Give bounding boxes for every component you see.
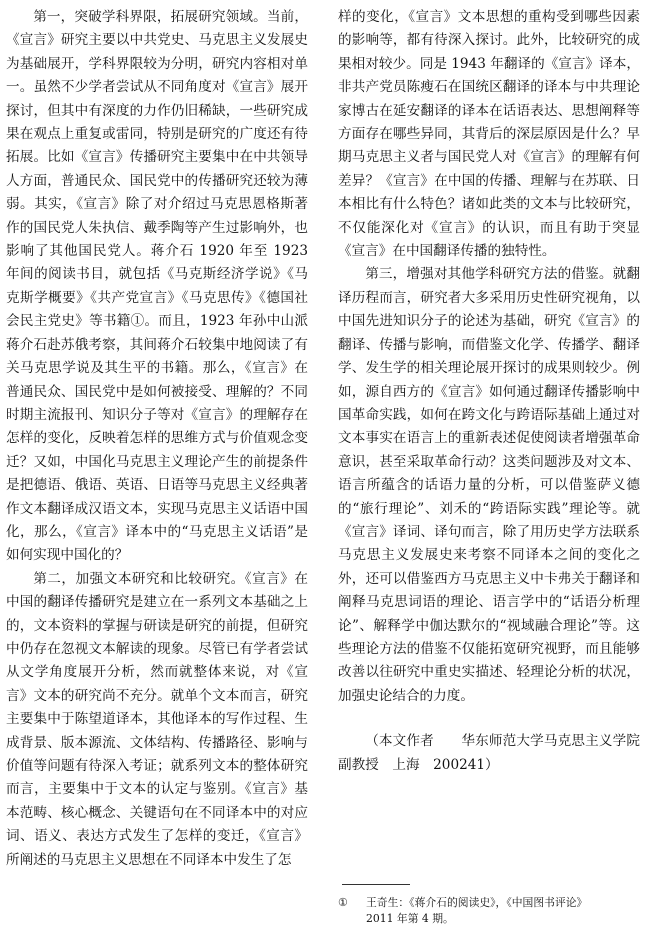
footnote-text-continued: 2011 年第 4 期。 — [366, 912, 454, 925]
right-column — [338, 6, 640, 777]
left-column — [6, 6, 308, 872]
paragraph-1: 第一，突破学科界限，拓展研究领域。当前，《宣言》研究主要以中共党史、马克思主义发展史为基础展开，学科界限较为分明，研究内容相对单一。虽然不少学者尝试从不同角度对《宣言》展开探讨，但其中有深度的力作仍旧稀缺，一些研究成果在观点上重复或雷同，特别是研究的广度还有待拓展。比如《宣言》传播研究主要集中在中共领导人方面，普通民众、国民党中的传播研究还较为薄弱。其实，《宣言》除了对介绍过马克思恩格斯著作的国民党人朱执信、戴季陶等产生过影响外，也影响了其他国民党人。蒋介石 1920 年至 1923 年间的阅读书目，就包括《马克斯经济学说》《马克斯学概要》《共产党宣言》《马克思传》《德国社会民主党史》等书籍①。而且，1923 年孙中山派蒋介石赴苏俄考察，其间蒋介石较集中地阅读了有关马克思学说及其生平的书籍。那么，《宣言》在普通民众、国民党中是如何被接受、理解的？不同时期主流报刊、知识分子等对《宣言》的理解存在怎样的变化，反映着怎样的思维方式与价值观念变迁？又如，中国化马克思主义理论产生的前提条件是把德语、俄语、英语、日语等马克思主义经典著作文本翻译成汉语文本，实现马克思主义话语中国化，那么，《宣言》译本中的“马克思主义话语”是如何实现中国化的？ — [6, 9, 308, 564]
footnote-divider — [342, 884, 410, 885]
footnote-mark: ① — [338, 896, 348, 909]
footnote — [338, 895, 640, 927]
paragraph-3: 第三，增强对其他学科研究方法的借鉴。就翻译历程而言，研究者大多采用历史性研究视角，以中国先进知识分子的论述为基础，研究《宣言》的翻译、传播与影响，而借鉴文化学、传播学、翻译学、发生学的相关理论展开探讨的成果则较少。例如，源自西方的《宣言》如何通过翻译传播影响中国革命实践，如何在跨文化与跨语际基础上通过对文本事实在语言上的重新表述促使阅读者增强革命意识，甚至采取革命行动？这类问题涉及对文本、语言所蕴含的话语力量的分析，可以借鉴萨义德的“旅行理论”、刘禾的“跨语际实践”理论等。就《宣言》译词、译句而言，除了用历史学方法联系马克思主义发展史来考察不同译本之间的变化之外，还可以借鉴西方马克思主义中卡弗关于翻译和阐释马克思词语的理论、语言学中的“话语分析理论”、解释学中伽达默尔的“视域融合理论”等。这些理论方法的借鉴不仅能拓宽研究视野，而且能够改善以往研究中重史实描述、轻理论分析的状况，加强史论结合的力度。 — [338, 266, 640, 704]
paragraph-2: 第二，加强文本研究和比较研究。《宣言》在中国的翻译传播研究是建立在一系列文本基础之上的，文本资料的掌握与研读是研究的前提，但研究中仍存在忽视文本解读的现象。尽管已有学者尝试从文学角度展开分析，然而就整体来说，对《宣言》文本的研究尚不充分。就单个文本而言，研究主要集中于陈望道译本，其他译本的写作过程、生成背景、版本源流、文体结构、传播路径、影响与价值等问题有待深入考证；就系列文本的整体研究而言，主要集中于文本的认定与鉴别。《宣言》基本范畴、核心概念、关键语句在不同译本中的对应词、语义、表达方式发生了怎样的变迁，《宣言》所阐述的马克思主义思想在不同译本中发生了怎 — [6, 570, 308, 868]
author-info: （本文作者 华东师范大学马克思主义学院副教授 上海 200241） — [338, 733, 640, 773]
footnote-text: 王奇生：《蒋介石的阅读史》，《中国图书评论》 — [366, 896, 588, 909]
paragraph-2-continued: 样的变化，《宣言》文本思想的重构受到哪些因素的影响等，都有待深入探讨。此外，比较研究的成果相对较少。同是 1943 年翻译的《宣言》译本，非共产党员陈瘦石在国统区翻译的译本与中共理论家博古在延安翻译的译本在话语表达、思想阐释等方面存在哪些异同，其背后的深层原因是什么？早期马克思主义者与国民党人对《宣言》的理解有何差异？《宣言》在中国的传播、理解与在苏联、日本相比有什么特色？诸如此类的文本与比较研究，不仅能深化对《宣言》的认识，而且有助于突显《宣言》在中国翻译传播的独特性。 — [338, 9, 640, 260]
